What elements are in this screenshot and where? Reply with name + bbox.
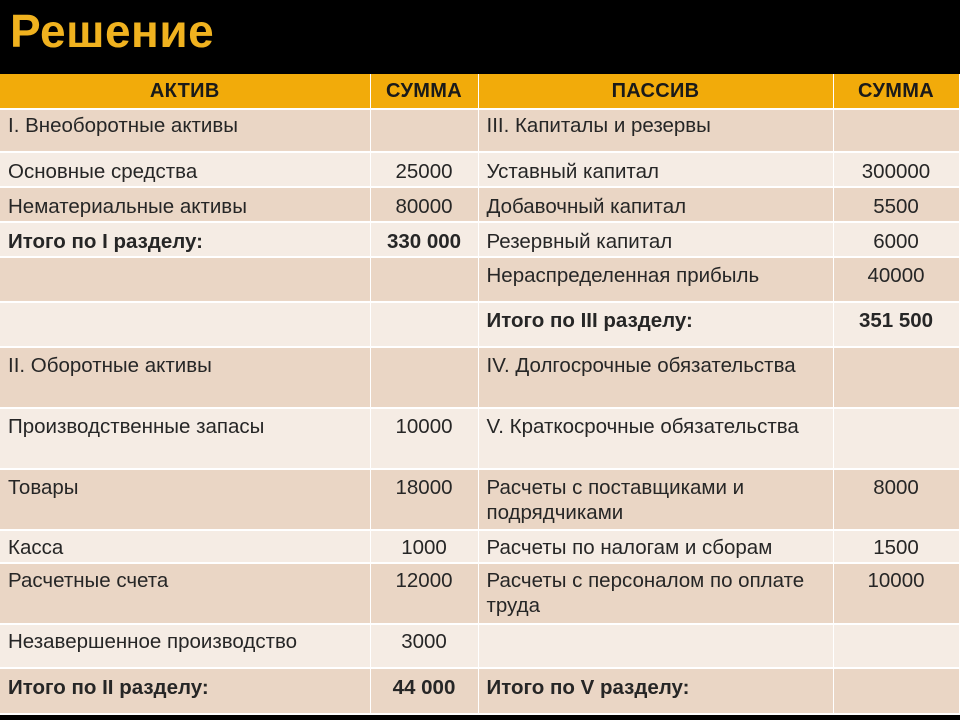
aktiv-sum-cell: 330 000 (370, 222, 478, 257)
table-row (0, 187, 959, 222)
table-row (0, 109, 959, 152)
passiv-cell: III. Капиталы и резервы (478, 109, 833, 152)
passiv-sum-cell (833, 109, 959, 152)
aktiv-cell: Товары (0, 469, 370, 530)
passiv-sum-cell (833, 408, 959, 469)
aktiv-cell: Незавершенное производство (0, 624, 370, 668)
passiv-sum-cell: 10000 (833, 563, 959, 624)
aktiv-cell: I. Внеоборотные активы (0, 109, 370, 152)
table-row (0, 530, 959, 563)
header-summa-left: СУММА (370, 74, 478, 109)
slide-title-bar (0, 0, 960, 74)
passiv-cell: Итого по III разделу: (478, 302, 833, 347)
passiv-cell: Уставный капитал (478, 152, 833, 187)
header-passiv: ПАССИВ (478, 74, 833, 109)
passiv-cell: IV. Долгосрочные обязательства (478, 347, 833, 408)
aktiv-sum-cell: 25000 (370, 152, 478, 187)
table-row (0, 152, 959, 187)
aktiv-sum-cell: 1000 (370, 530, 478, 563)
passiv-cell: Расчеты по налогам и сборам (478, 530, 833, 563)
passiv-cell: V. Краткосрочные обязательства (478, 408, 833, 469)
aktiv-sum-cell: 18000 (370, 469, 478, 530)
table-row (0, 624, 959, 668)
aktiv-cell (0, 257, 370, 302)
aktiv-cell: Итого по I разделу: (0, 222, 370, 257)
passiv-cell: Резервный капитал (478, 222, 833, 257)
table-row (0, 469, 959, 530)
passiv-sum-cell: 300000 (833, 152, 959, 187)
aktiv-sum-cell (370, 257, 478, 302)
aktiv-sum-cell (370, 347, 478, 408)
passiv-cell: Итого по V разделу: (478, 668, 833, 714)
passiv-cell: Нераспределенная прибыль (478, 257, 833, 302)
table-row (0, 257, 959, 302)
passiv-sum-cell: 351 500 (833, 302, 959, 347)
passiv-cell: Расчеты с персоналом по оплате труда (478, 563, 833, 624)
table-row (0, 222, 959, 257)
passiv-cell: Расчеты с поставщиками и подрядчиками (478, 469, 833, 530)
balance-table (0, 74, 960, 715)
aktiv-sum-cell (370, 302, 478, 347)
table-row (0, 347, 959, 408)
passiv-cell: Добавочный капитал (478, 187, 833, 222)
aktiv-cell (0, 302, 370, 347)
aktiv-cell: Основные средства (0, 152, 370, 187)
table-row (0, 302, 959, 347)
passiv-sum-cell (833, 668, 959, 714)
aktiv-cell: Нематериальные активы (0, 187, 370, 222)
passiv-sum-cell: 40000 (833, 257, 959, 302)
aktiv-cell: Касса (0, 530, 370, 563)
table-row (0, 408, 959, 469)
header-aktiv: АКТИВ (0, 74, 370, 109)
passiv-sum-cell: 5500 (833, 187, 959, 222)
passiv-cell (478, 624, 833, 668)
aktiv-sum-cell: 3000 (370, 624, 478, 668)
passiv-sum-cell: 8000 (833, 469, 959, 530)
passiv-sum-cell (833, 347, 959, 408)
aktiv-sum-cell: 10000 (370, 408, 478, 469)
passiv-sum-cell (833, 624, 959, 668)
aktiv-cell: Расчетные счета (0, 563, 370, 624)
passiv-sum-cell: 1500 (833, 530, 959, 563)
slide-title: Решение (10, 5, 215, 57)
aktiv-sum-cell: 12000 (370, 563, 478, 624)
aktiv-sum-cell: 44 000 (370, 668, 478, 714)
passiv-sum-cell: 6000 (833, 222, 959, 257)
aktiv-cell: Итого по II разделу: (0, 668, 370, 714)
aktiv-cell: II. Оборотные активы (0, 347, 370, 408)
table-row (0, 668, 959, 714)
header-summa-right: СУММА (833, 74, 959, 109)
table-header-row (0, 74, 959, 109)
aktiv-sum-cell (370, 109, 478, 152)
aktiv-cell: Производственные запасы (0, 408, 370, 469)
table-row (0, 563, 959, 624)
aktiv-sum-cell: 80000 (370, 187, 478, 222)
